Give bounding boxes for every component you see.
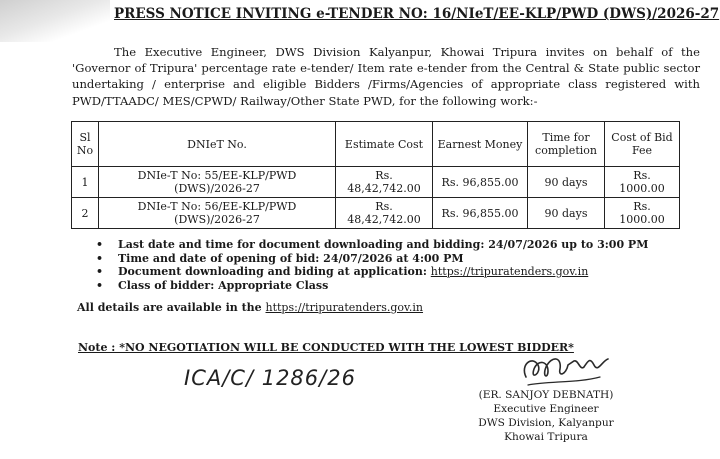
notice-title: PRESS NOTICE INVITING e-TENDER NO: 16/NIeT/EE-KLP/PWD (DWS)/2026-27 <box>114 6 720 22</box>
signature-block <box>476 388 616 444</box>
row-dniet-no: DNIe-T No: 56/EE-KLP/PWD (DWS)/2026-27 <box>99 198 336 229</box>
header-dniet-no: DNIeT No. <box>99 122 336 167</box>
signatory-name: (ER. SANJOY DEBNATH) <box>478 389 614 401</box>
row-sl-no: 2 <box>72 198 99 229</box>
signatory-office: DWS Division, Kalyanpur <box>478 417 614 429</box>
bullet-class-of-bidder: • Class of bidder: Appropriate Class <box>96 279 648 293</box>
bullet-download-label: Document downloading and biding at application: <box>118 265 431 278</box>
row-earnest-money: Rs. 96,855.00 <box>433 167 528 198</box>
header-estimate-cost: Estimate Cost <box>336 122 433 167</box>
row-sl-no: 1 <box>72 167 99 198</box>
tender-portal-link[interactable]: https://tripuratenders.gov.in <box>430 265 589 278</box>
table-row <box>72 198 680 229</box>
details-line <box>77 301 423 314</box>
signatory-designation: Executive Engineer <box>493 403 599 415</box>
signatory-place: Khowai Tripura <box>504 431 588 443</box>
header-time-for-completion: Time for completion <box>528 122 605 167</box>
row-cost-of-bid-fee: Rs. 1000.00 <box>605 198 680 229</box>
details-label: All details are available in the <box>77 301 266 314</box>
negotiation-note: Note : *NO NEGOTIATION WILL BE CONDUCTED WITH THE LOWEST BIDDER* <box>78 341 574 354</box>
tender-table <box>71 121 680 229</box>
signature-scribble <box>518 347 618 389</box>
header-earnest-money: Earnest Money <box>433 122 528 167</box>
row-earnest-money: Rs. 96,855.00 <box>433 198 528 229</box>
row-time-for-completion: 90 days <box>528 198 605 229</box>
bullet-download-site <box>96 265 648 279</box>
header-sl-no: Sl No <box>72 122 99 167</box>
bid-schedule-list <box>96 238 648 292</box>
tender-table-header-row <box>72 122 680 167</box>
notice-intro-paragraph: The Executive Engineer, DWS Division Kalyanpur, Khowai Tripura invites on behalf of the 'Governor of Tripura' percentage rate e-tender/ Item rate e-tender from the Central & State public sector undertaking / enterprise and eligible Bidders /Firms/Agencies of appropriate class registered with PWD/TTAADC/ MES/CPWD/ Railway/Other State PWD, for the following work:- <box>72 45 700 108</box>
bullet-opening-date: • Time and date of opening of bid: 24/07/2026 at 4:00 PM <box>96 252 648 266</box>
bullet-last-date: • Last date and time for document downloading and bidding: 24/07/2026 up to 3:00 PM <box>96 238 648 252</box>
row-estimate-cost: Rs. 48,42,742.00 <box>336 167 433 198</box>
row-time-for-completion: 90 days <box>528 167 605 198</box>
handwritten-reference: ICA/C/ 1286/26 <box>184 366 356 390</box>
header-cost-of-bid-fee: Cost of Bid Fee <box>605 122 680 167</box>
row-dniet-no: DNIe-T No: 55/EE-KLP/PWD (DWS)/2026-27 <box>99 167 336 198</box>
details-portal-link[interactable]: https://tripuratenders.gov.in <box>265 301 424 314</box>
row-estimate-cost: Rs. 48,42,742.00 <box>336 198 433 229</box>
table-row <box>72 167 680 198</box>
row-cost-of-bid-fee: Rs. 1000.00 <box>605 167 680 198</box>
